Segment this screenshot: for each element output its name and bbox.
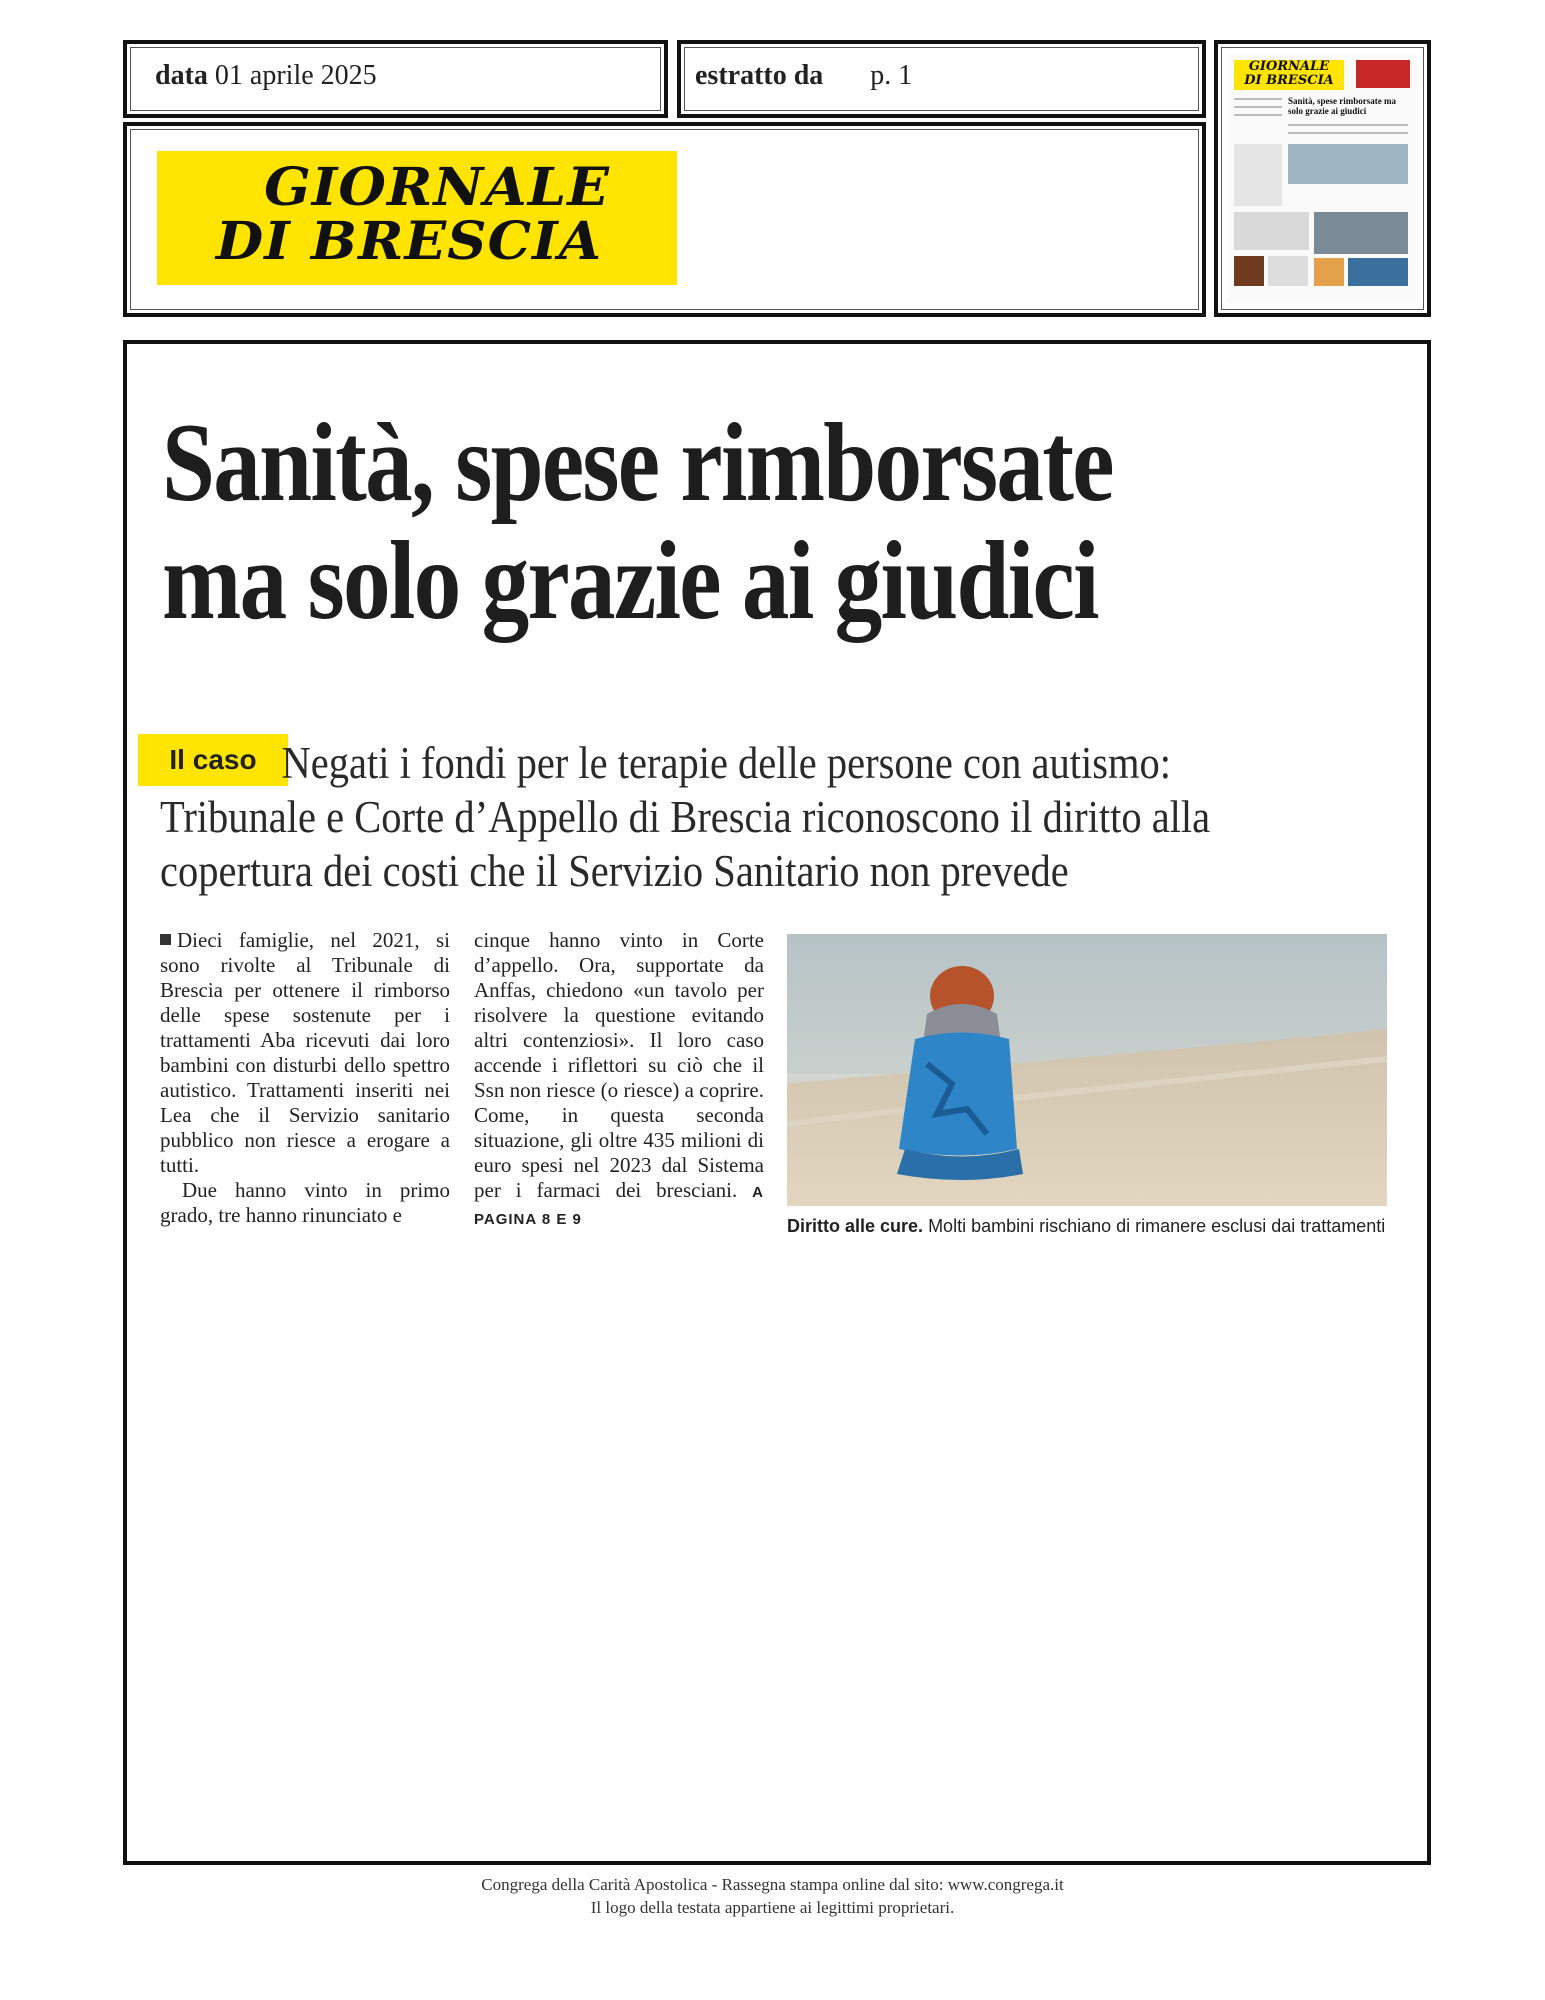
page-reference: A PAGINA 8 E 9: [474, 1184, 764, 1228]
article-box: [123, 340, 1431, 1865]
source-line: [695, 60, 912, 92]
bullet-square-icon: [160, 934, 171, 945]
thumbnail-ad: [1348, 258, 1408, 286]
thumbnail-text-line: [1234, 114, 1282, 116]
article-headline: Sanità, spese rimborsate ma solo grazie ai giudici: [162, 401, 1113, 643]
article-subhead: Negati i fondi per le terapie delle persone con autismo: Tribunale e Corte d’Appello di Brescia riconoscono il diritto alla copertura dei costi che il Servizio Sanitario non prevede: [160, 738, 1211, 896]
source-label: estratto da: [695, 60, 824, 91]
article-photo: [787, 934, 1387, 1206]
date-line: [155, 60, 377, 92]
thumbnail-text-line: [1234, 98, 1282, 100]
page-number: p. 1: [870, 60, 913, 91]
kicker-badge: Il caso: [138, 734, 288, 786]
thumbnail-block: [1234, 212, 1309, 250]
text-column-1: [160, 928, 450, 1228]
source-box: [677, 40, 1206, 118]
footer-line-1: Congrega della Carità Apostolica - Rassegna stampa online dal sito: www.congrega.it: [481, 1875, 1064, 1894]
newspaper-logo: [157, 151, 677, 285]
thumbnail-text-line: [1288, 132, 1408, 134]
text-column-2: [474, 928, 764, 1232]
paragraph: Due hanno vinto in primo grado, tre hanno rinunciato e: [160, 1178, 450, 1227]
footer-line-2: Il logo della testata appartiene ai legittimi proprietari.: [590, 1898, 955, 1917]
date-label: data: [155, 60, 208, 91]
thumbnail-text-line: [1234, 106, 1282, 108]
paragraph: cinque hanno vinto in Corte d’appello. Ora, supportate da Anffas, chiedono «un tavolo per risolvere la questione evitando altri contenziosi». Il loro caso accende i riflettori su ciò che il Ssn non riesce (o riesce) a coprire. Come, in questa seconda situazione, gli oltre 435 milioni di euro spesi nel 2023 dal Sistema per i farmaci dei bresciani. A PAGINA 8 E 9: [474, 928, 764, 1228]
thumbnail-page: [1228, 54, 1417, 303]
photo-caption: Diritto alle cure. Molti bambini rischiano di rimanere esclusi dai trattamenti: [787, 1216, 1386, 1236]
thumbnail-photo: [1314, 212, 1408, 254]
thumbnail-photo: [1234, 256, 1264, 286]
logo-line-1: GIORNALE: [264, 157, 610, 218]
page-footer: [0, 1873, 1545, 1919]
front-page-thumbnail: [1214, 40, 1431, 317]
date-box: [123, 40, 668, 118]
date-value: 01 aprile 2025: [214, 60, 377, 91]
thumbnail-headline: Sanità, spese rimborsate ma solo grazie ai giudici: [1288, 96, 1396, 116]
thumbnail-logo: GIORNALE DI BRESCIA: [1234, 60, 1344, 90]
thumbnail-block: [1268, 256, 1308, 286]
paragraph: Dieci famiglie, nel 2021, si sono rivolte al Tribunale di Brescia per ottenere il rimborso delle spese sostenute per i trattamenti Aba ricevuti dai loro bambini con disturbi dello spettro autistico. Trattamenti inseriti nei Lea che il Servizio sanitario pubblico non riesce a erogare a tutti.: [160, 928, 450, 1177]
thumbnail-photo: [1314, 258, 1344, 286]
thumbnail-photo: [1288, 144, 1408, 184]
masthead-box: [123, 122, 1206, 317]
logo-line-2: DI BRESCIA: [215, 211, 603, 272]
thumbnail-ad-block: [1356, 60, 1410, 88]
thumbnail-text-line: [1288, 124, 1408, 126]
thumbnail-column: [1234, 144, 1282, 206]
